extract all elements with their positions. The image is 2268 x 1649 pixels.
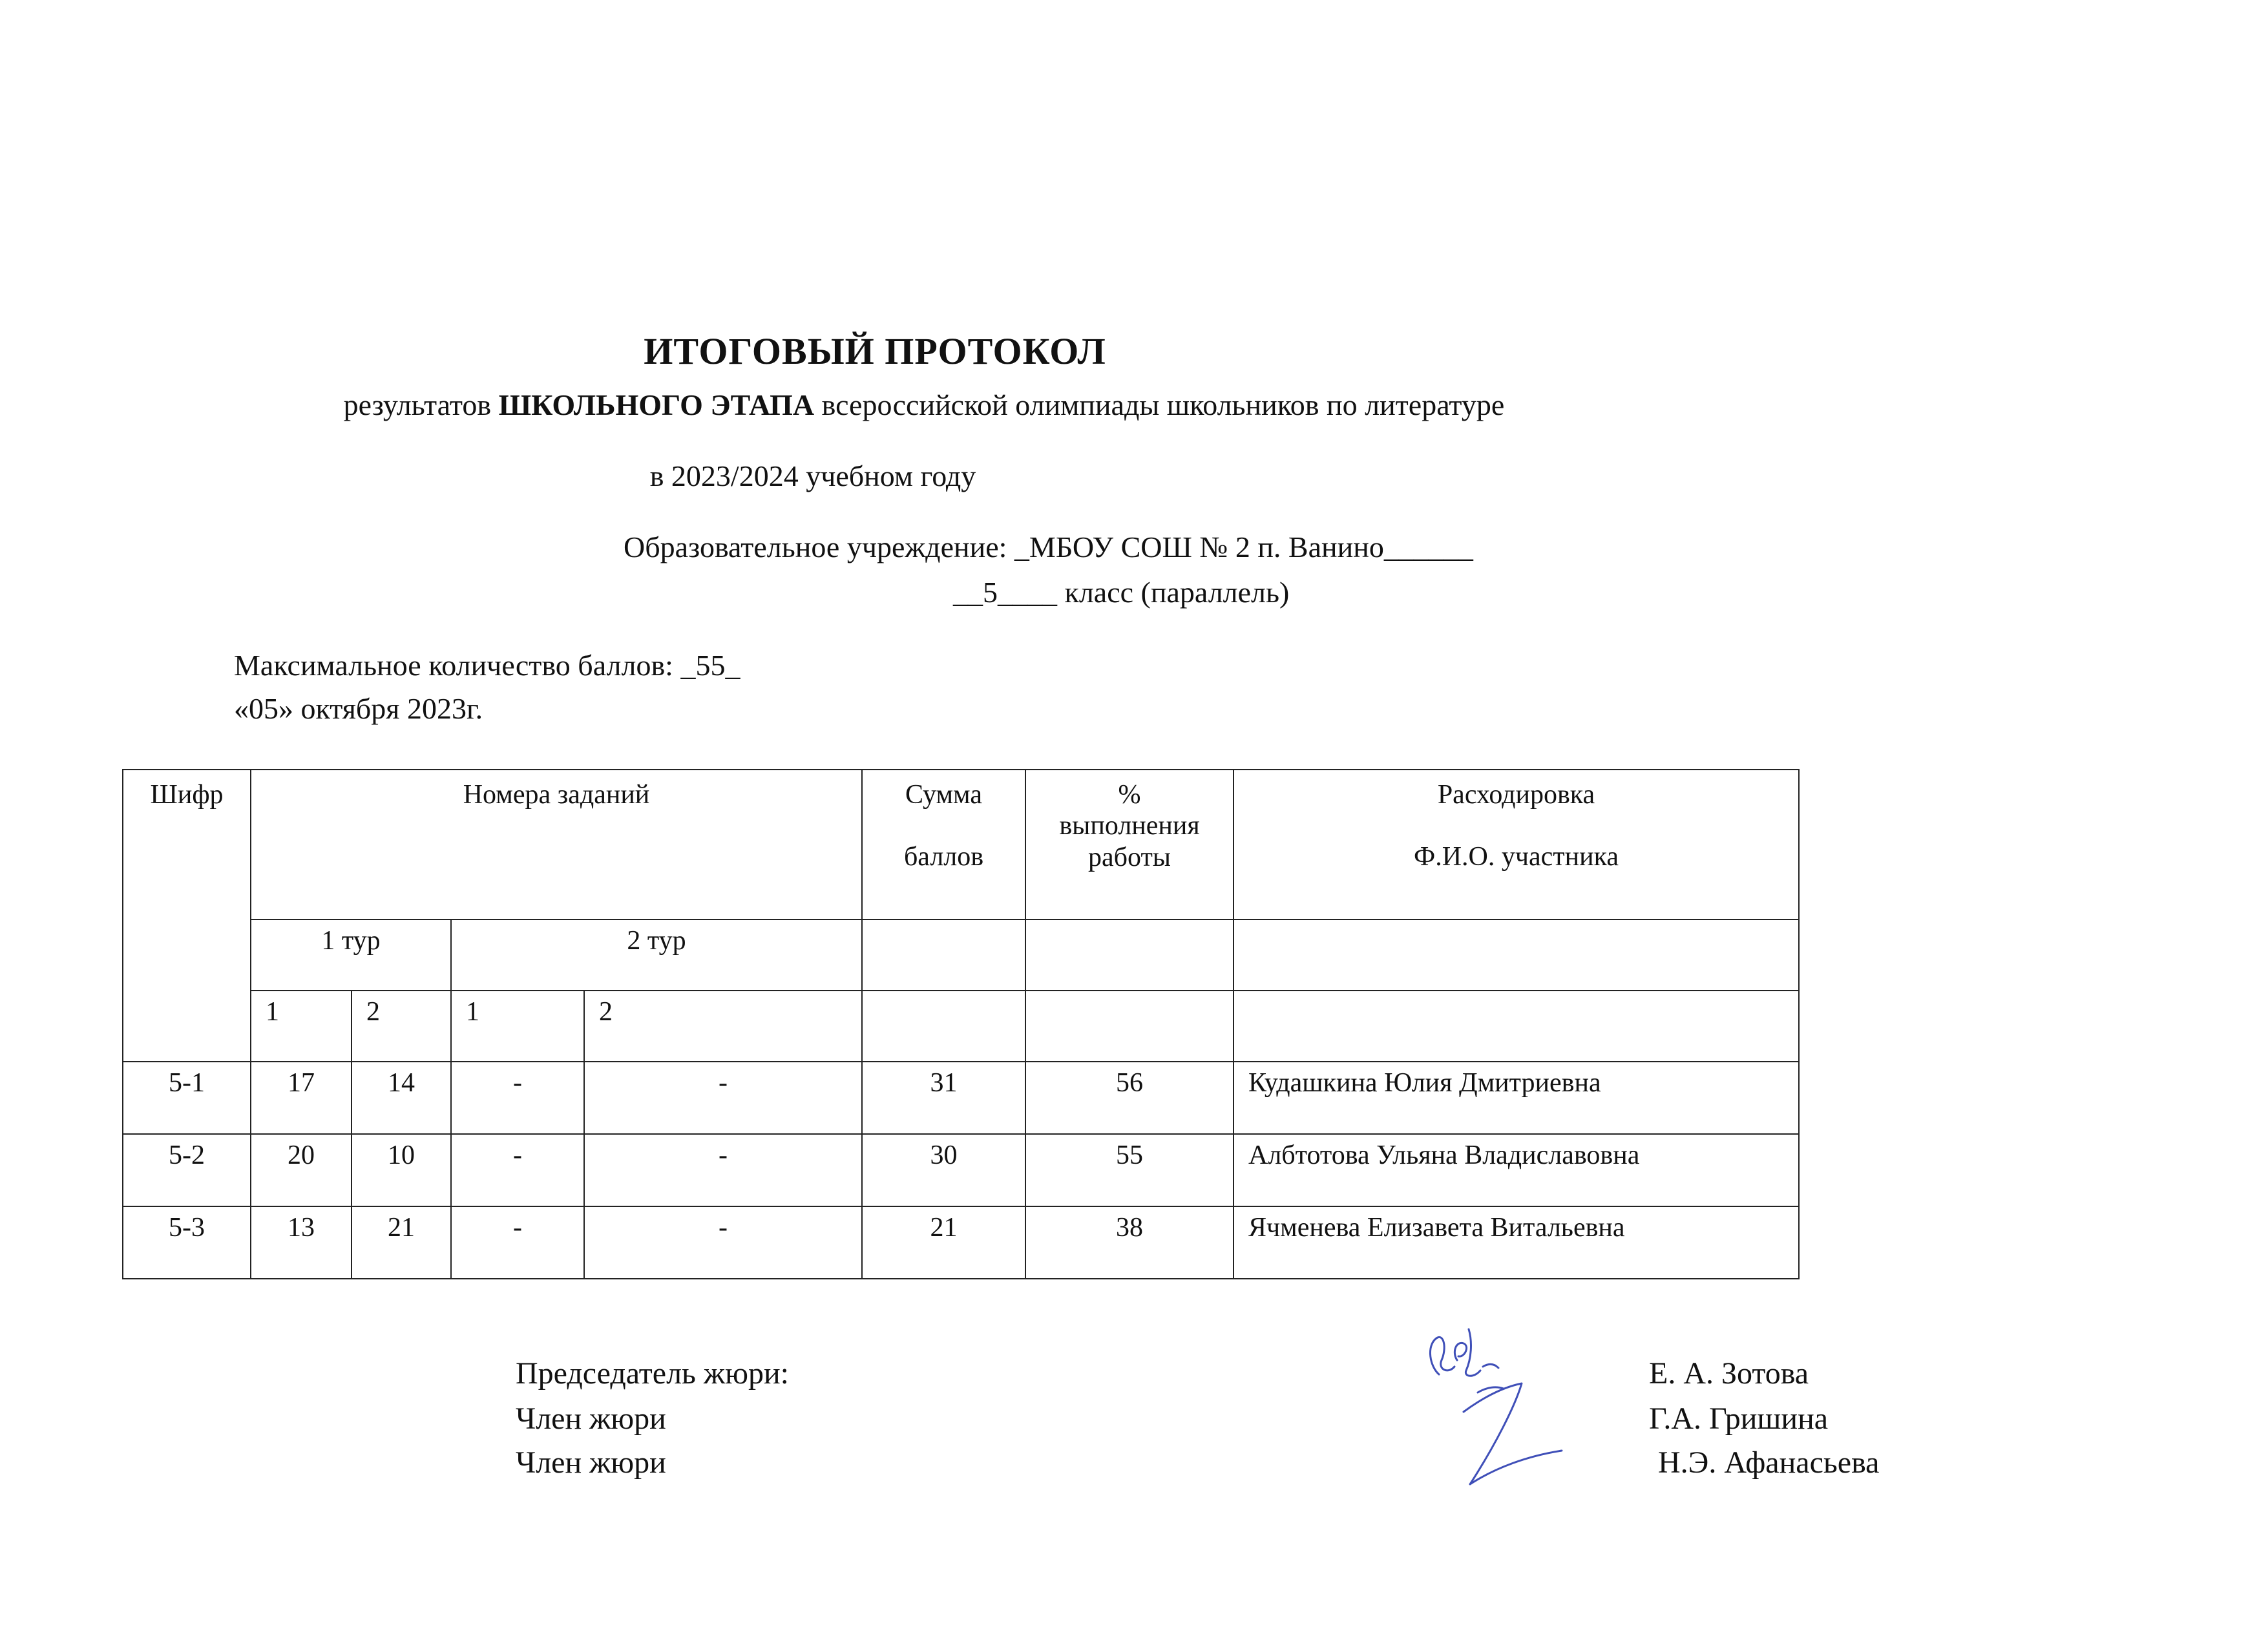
handwritten-signature xyxy=(1418,1315,1567,1502)
cipher-cell: 5-2 xyxy=(123,1134,251,1206)
score-cell: - xyxy=(584,1206,862,1279)
score-cell: 17 xyxy=(251,1062,352,1134)
score-cell: 10 xyxy=(352,1134,451,1206)
score-cell: 13 xyxy=(251,1206,352,1279)
percent-cell: 56 xyxy=(1025,1062,1234,1134)
score-cell: 21 xyxy=(352,1206,451,1279)
academic-year: в 2023/2024 учебном году xyxy=(649,459,976,492)
header-row xyxy=(123,770,1799,919)
sum-header xyxy=(862,770,1025,919)
score-cell: - xyxy=(451,1206,584,1279)
percent-cell: 55 xyxy=(1025,1134,1234,1206)
empty-cell xyxy=(862,991,1025,1062)
tour2-task1-header: 1 xyxy=(451,991,584,1062)
empty-cell xyxy=(1234,919,1799,991)
jury-chair-label: Председатель жюри: xyxy=(516,1356,789,1391)
results-table xyxy=(122,769,1800,1279)
empty-cell xyxy=(1025,919,1234,991)
cipher-cell: 5-3 xyxy=(123,1206,251,1279)
cipher-cell: 5-1 xyxy=(123,1062,251,1134)
sum-cell: 31 xyxy=(862,1062,1025,1134)
subtitle-prefix: результатов xyxy=(343,388,499,421)
percent-header-line2: выполнения xyxy=(1059,811,1200,841)
jury-member2-label: Член жюри xyxy=(516,1445,666,1480)
document-subtitle xyxy=(0,388,1848,422)
sum-header-line1: Сумма xyxy=(905,780,982,810)
percent-header-line1: % xyxy=(1118,780,1141,810)
decode-header-line2: Ф.И.О. участника xyxy=(1414,842,1619,872)
percent-header xyxy=(1025,770,1234,919)
tour1-task2-header: 2 xyxy=(352,991,451,1062)
tour1-task1-header: 1 xyxy=(251,991,352,1062)
score-cell: 20 xyxy=(251,1134,352,1206)
tour2-task2-header: 2 xyxy=(584,991,862,1062)
task-number-row xyxy=(123,991,1799,1062)
score-cell: - xyxy=(584,1062,862,1134)
tour-row xyxy=(123,919,1799,991)
jury-member1-label: Член жюри xyxy=(516,1402,666,1436)
tasks-header: Номера заданий xyxy=(251,770,862,919)
participant-name-cell: Албтотова Ульяна Владиславовна xyxy=(1234,1134,1799,1206)
jury-member1-name: Г.А. Гришина xyxy=(1649,1402,1829,1436)
decode-header-line1: Расходировка xyxy=(1437,780,1595,810)
participant-name-cell: Кудашкина Юлия Дмитриевна xyxy=(1234,1062,1799,1134)
subtitle-suffix: всероссийской олимпиады школьников по литературе xyxy=(814,388,1505,421)
sum-cell: 21 xyxy=(862,1206,1025,1279)
subtitle-stage: ШКОЛЬНОГО ЭТАПА xyxy=(498,388,815,421)
sum-cell: 30 xyxy=(862,1134,1025,1206)
sum-header-line2: баллов xyxy=(903,842,984,872)
protocol-date: «05» октября 2023г. xyxy=(234,692,483,725)
percent-header-line3: работы xyxy=(1088,842,1171,872)
document-title: ИТОГОВЫЙ ПРОТОКОЛ xyxy=(644,330,1106,372)
empty-cell xyxy=(1025,991,1234,1062)
tour1-header: 1 тур xyxy=(251,919,451,991)
school-name: Образовательное учреждение: _МБОУ СОШ № 2 п. Ванино______ xyxy=(624,530,1473,563)
table-row xyxy=(123,1062,1799,1134)
empty-cell xyxy=(1234,991,1799,1062)
tour2-header: 2 тур xyxy=(451,919,862,991)
decode-header xyxy=(1234,770,1799,919)
percent-cell: 38 xyxy=(1025,1206,1234,1279)
score-cell: - xyxy=(584,1134,862,1206)
score-cell: - xyxy=(451,1134,584,1206)
jury-chair-name: Е. А. Зотова xyxy=(1649,1356,1809,1391)
score-cell: 14 xyxy=(352,1062,451,1134)
jury-member2-name: Н.Э. Афанасьева xyxy=(1658,1445,1880,1480)
table-row xyxy=(123,1134,1799,1206)
score-cell: - xyxy=(451,1062,584,1134)
max-points: Максимальное количество баллов: _55_ xyxy=(234,649,740,682)
empty-cell xyxy=(862,919,1025,991)
table-row xyxy=(123,1206,1799,1279)
class-line: __5____ класс (параллель) xyxy=(953,576,1290,609)
cipher-header: Шифр xyxy=(123,770,251,1062)
participant-name-cell: Ячменева Елизавета Витальевна xyxy=(1234,1206,1799,1279)
